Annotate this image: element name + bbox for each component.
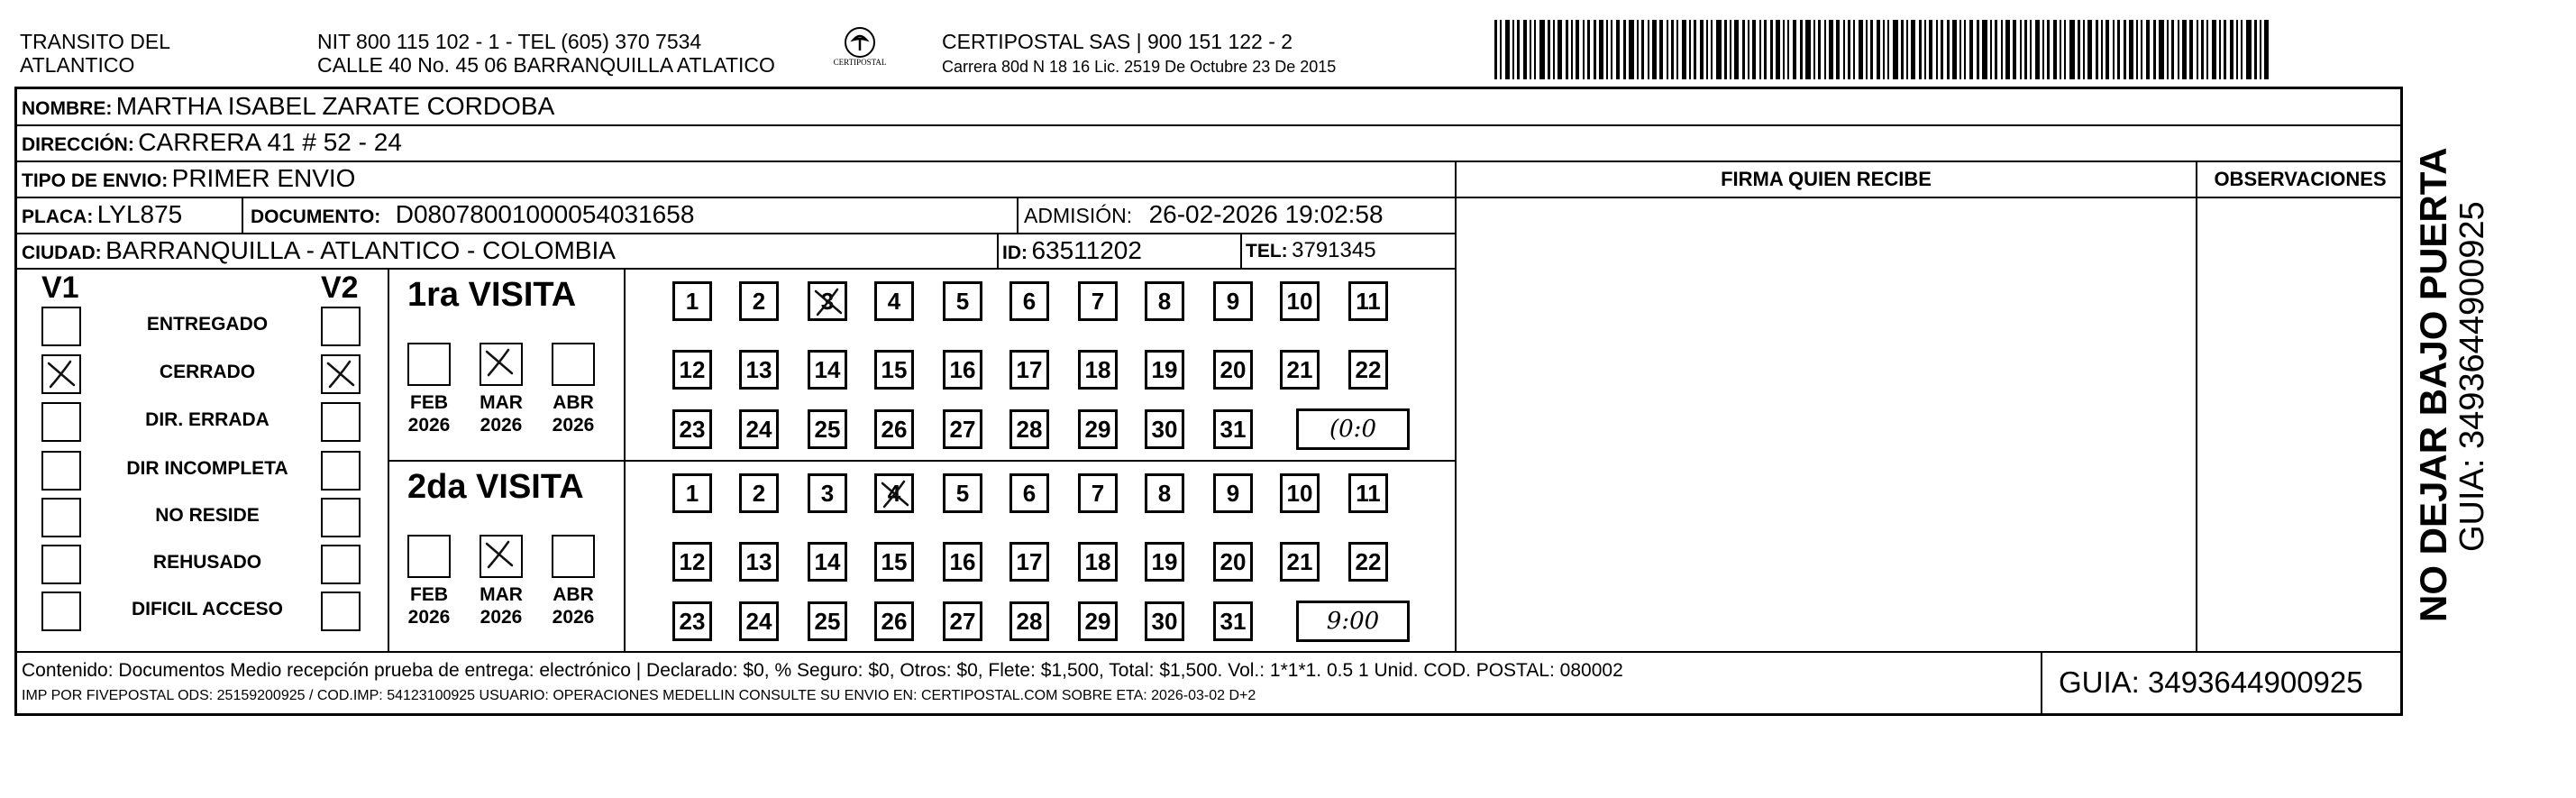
day-box[interactable]: 10 [1280,473,1320,513]
barcode-bar [1887,20,1889,79]
day-box[interactable]: 5 [943,281,982,321]
status-label: DIFICIL ACCESO [131,599,283,619]
status-v1-checkbox[interactable] [41,451,81,491]
barcode-bar [1530,20,1531,79]
day-box[interactable]: 27 [943,409,982,449]
day-box[interactable]: 26 [874,409,914,449]
imp-text: IMP POR FIVEPOSTAL ODS: 25159200925 / COD.IMP: 54123100925 USUARIO: OPERACIONES MEDELLIN CONSULTE SU ENVIO EN: CERTIPOSTAL.COM SOBRE ETA: 2026-03-02 D+2 [22,688,1256,703]
month-name: MAR [480,584,523,605]
day-box[interactable]: 15 [874,542,914,582]
month-label [397,583,461,628]
barcode-bar [2159,20,2164,79]
day-box[interactable]: 30 [1145,601,1184,641]
day-box[interactable]: 20 [1213,542,1253,582]
day-box[interactable]: 1 [672,281,712,321]
barcode-bar [1629,20,1634,79]
barcode-bar [2201,20,2204,79]
logo-text: CERTIPOSTAL [833,58,887,67]
sender-address: CALLE 40 No. 45 06 BARRANQUILLA ATLATICO [317,53,775,77]
documento-label: DOCUMENTO: [251,206,381,227]
month-checkbox[interactable] [552,343,595,386]
barcode-bar [1936,20,1938,79]
courier-license: Carrera 80d N 18 16 Lic. 2519 De Octubre 23 De 2015 [942,58,1337,76]
day-box[interactable]: 4 [874,473,914,513]
barcode-bar [1941,20,1943,79]
status-label: ENTREGADO [146,314,269,335]
barcode-bar [2030,20,2032,79]
barcode-bar [1843,20,1845,79]
barcode-bar [1793,20,1796,79]
day-box[interactable]: 9 [1213,281,1253,321]
barcode-bar [1990,20,1992,79]
barcode-bar [2136,20,2138,79]
barcode-bar [1759,20,1761,79]
barcode-bar [1566,20,1568,79]
status-v2-checkbox[interactable] [321,354,361,394]
barcode-bar [1553,20,1555,79]
sender-name-line1: TRANSITO DEL [20,30,170,53]
id-row [1002,234,1142,271]
logo-emblem-icon [845,27,875,58]
month-checkbox[interactable] [552,535,595,578]
day-box[interactable]: 8 [1145,473,1184,513]
barcode-bar [2224,20,2226,79]
barcode-bar [2254,20,2257,79]
barcode-bar [2189,20,2193,79]
day-box[interactable]: 18 [1078,542,1118,582]
barcode-bar [2167,20,2169,79]
barcode-bar [1752,20,1756,79]
barcode-bar [1870,20,1873,79]
month-name: FEB [410,392,448,413]
barcode-bar [1947,20,1950,79]
day-box[interactable]: 13 [739,350,779,390]
day-box[interactable]: 20 [1213,350,1253,390]
barcode-bar [2264,20,2269,79]
barcode-bar [2053,20,2057,79]
barcode-bar [1623,20,1626,79]
barcode-bar [1818,20,1821,79]
barcode-bar [1787,20,1789,79]
tipo-envio-row [22,162,355,199]
day-box[interactable]: 12 [672,350,712,390]
barcode-bar [1576,20,1579,79]
barcode-bar [1512,20,1514,79]
barcode-bar [1813,20,1815,79]
barcode-bar [2153,20,2156,79]
day-box[interactable]: 25 [808,601,847,641]
barcode-bar [1911,20,1915,79]
barcode-bar [2197,20,2198,79]
month-year: 2026 [407,607,451,628]
month-year: 2026 [480,415,523,436]
barcode-bar [1606,20,1608,79]
status-label: DIR INCOMPLETA [126,458,288,479]
barcode-bar [1730,20,1731,79]
barcode-bar [1969,20,1973,79]
observaciones-header: OBSERVACIONES [2214,168,2387,190]
contenido-text: Contenido: Documentos Medio recepción prueba de entrega: electrónico | Declarado: $0, % Seguro: $0, Otros: $0, Flete: $1,500, Total: $1,500. Vol.: 1*1*1. 0.5 1 Unid. COD. POSTAL: 080002 [22,660,1623,681]
day-box[interactable]: 15 [874,350,914,390]
status-label: CERRADO [159,362,256,382]
barcode-bar [2060,20,2061,79]
visit-title: 1ra VISITA [407,276,577,314]
status-v2-checkbox[interactable] [321,451,361,491]
day-box[interactable]: 1 [672,473,712,513]
barcode-bar [1848,20,1850,79]
day-box[interactable]: 23 [672,409,712,449]
month-label [470,583,533,628]
barcode-bar [1995,20,1997,79]
status-v1-checkbox[interactable] [41,354,81,394]
barcode-bar [1523,20,1527,79]
day-box[interactable]: 30 [1145,409,1184,449]
barcode-bar [1724,20,1727,79]
barcode-bar [1800,20,1803,79]
day-box[interactable]: 7 [1078,473,1118,513]
status-v1-checkbox[interactable] [41,402,81,442]
month-label [397,391,461,436]
barcode-bar [2035,20,2040,79]
courier-line: CERTIPOSTAL SAS | 900 151 122 - 2 [942,30,1293,53]
day-box[interactable]: 19 [1145,542,1184,582]
status-v2-checkbox[interactable] [321,498,361,537]
barcode-bar [1689,20,1691,79]
barcode-bar [1587,20,1590,79]
barcode-bar [1716,20,1722,79]
barcode-bar [1964,20,1966,79]
barcode-bar [2241,20,2243,79]
barcode-bar [2171,20,2174,79]
barcode-bar [2087,20,2092,79]
barcode-bar [1877,20,1880,79]
barcode-bar [1734,20,1739,79]
status-label: NO RESIDE [155,505,260,526]
status-v2-checkbox[interactable] [321,592,361,631]
day-box[interactable]: 29 [1078,409,1118,449]
barcode-bar [2206,20,2208,79]
documento-row [251,198,694,235]
month-year: 2026 [407,415,451,436]
month-label [470,391,533,436]
barcode-bar [2024,20,2027,79]
month-checkbox[interactable] [407,343,451,386]
month-year: 2026 [552,607,595,628]
nombre-label: NOMBRE: [22,98,113,119]
direccion-label: DIRECCIÓN: [22,134,134,155]
day-box[interactable]: 17 [1009,542,1049,582]
day-box[interactable]: 23 [672,601,712,641]
day-box[interactable]: 12 [672,542,712,582]
day-box[interactable]: 26 [874,601,914,641]
day-box[interactable]: 11 [1348,473,1388,513]
handwritten-time: (0:0 [1296,408,1410,450]
barcode-bar [1505,20,1510,79]
barcode-bar [1700,20,1704,79]
id-label: ID: [1002,243,1028,263]
barcode-bar [1901,20,1904,79]
barcode-bar [2182,20,2187,79]
barcode-bar [2178,20,2179,79]
id-value: 63511202 [1031,236,1142,264]
barcode-bar [1648,20,1649,79]
day-box[interactable]: 22 [1348,350,1388,390]
tel-label: TEL: [1246,241,1288,261]
day-box[interactable]: 6 [1009,473,1049,513]
month-year: 2026 [552,415,595,436]
day-box[interactable]: 10 [1280,281,1320,321]
barcode-bar [1534,20,1536,79]
barcode-bar [2001,20,2003,79]
barcode-bar [2230,20,2233,79]
barcode-bar [2117,20,2120,79]
barcode-bar [2124,20,2126,79]
tipo-envio-value: PRIMER ENVIO [171,164,356,192]
barcode-bar [1919,20,1922,79]
barcode-bar [1599,20,1603,79]
barcode-bar [1893,20,1898,79]
month-name: MAR [480,392,523,413]
month-checkbox[interactable] [480,535,523,578]
barcode-bar [1866,20,1868,79]
day-box[interactable]: 11 [1348,281,1388,321]
day-box[interactable]: 16 [943,542,982,582]
day-box[interactable]: 3 [808,281,847,321]
barcode-bar [2047,20,2050,79]
barcode-bar [2236,20,2238,79]
barcode-bar [2212,20,2216,79]
documento-value: D08078001000054031658 [395,200,695,228]
status-v1-checkbox[interactable] [41,498,81,537]
v2-label: V2 [321,271,359,305]
barcode-bar [1637,20,1639,79]
day-box[interactable]: 14 [808,542,847,582]
barcode-bar [1748,20,1749,79]
day-box[interactable]: 29 [1078,601,1118,641]
placa-row [22,198,182,235]
barcode-bar [2219,20,2221,79]
barcode [1494,20,2277,79]
day-box[interactable]: 25 [808,409,847,449]
barcode-bar [1594,20,1596,79]
certipostal-logo [831,27,889,67]
barcode-bar [2101,20,2103,79]
barcode-bar [1571,20,1573,79]
barcode-bar [2146,20,2150,79]
barcode-bar [1805,20,1811,79]
day-box[interactable]: 2 [739,281,779,321]
day-box[interactable]: 2 [739,473,779,513]
footer-guia: GUIA: 3493644900925 [2059,665,2363,699]
barcode-bar [1667,20,1668,79]
day-box[interactable]: 21 [1280,542,1320,582]
firma-header: FIRMA QUIEN RECIBE [1721,168,1932,190]
visit-title: 2da VISITA [407,468,584,506]
barcode-bar [2078,20,2080,79]
placa-label: PLACA: [22,206,94,227]
barcode-bar [2069,20,2075,79]
day-box[interactable]: 6 [1009,281,1049,321]
barcode-bar [1682,20,1686,79]
barcode-bar [1883,20,1885,79]
month-checkbox[interactable] [480,343,523,386]
barcode-bar [1824,20,1826,79]
day-box[interactable]: 18 [1078,350,1118,390]
day-box[interactable]: 31 [1213,409,1253,449]
barcode-bar [1694,20,1696,79]
day-box[interactable]: 31 [1213,601,1253,641]
day-box[interactable]: 8 [1145,281,1184,321]
barcode-bar [2113,20,2115,79]
nombre-value: MARTHA ISABEL ZARATE CORDOBA [115,92,555,120]
status-v2-checkbox[interactable] [321,307,361,346]
status-label: DIR. ERRADA [145,409,269,430]
barcode-bar [1641,20,1644,79]
barcode-bar [1706,20,1708,79]
barcode-bar [1611,20,1612,79]
month-label [542,583,605,628]
day-box[interactable]: 21 [1280,350,1320,390]
status-v1-checkbox[interactable] [41,592,81,631]
barcode-bar [1924,20,1926,79]
barcode-bar [1853,20,1855,79]
day-box[interactable]: 9 [1213,473,1253,513]
barcode-bar [1500,20,1502,79]
barcode-bar [2096,20,2098,79]
barcode-bar [2042,20,2044,79]
day-box[interactable]: 27 [943,601,982,641]
barcode-bar [2106,20,2109,79]
barcode-bar [2129,20,2133,79]
month-label [542,391,605,436]
barcode-bar [1783,20,1785,79]
barcode-bar [1676,20,1678,79]
ciudad-label: CIUDAD: [22,243,102,263]
barcode-bar [1583,20,1585,79]
barcode-bar [1557,20,1562,79]
barcode-bar [2260,20,2261,79]
day-box[interactable]: 4 [874,281,914,321]
month-checkbox[interactable] [407,535,451,578]
tipo-envio-label: TIPO DE ENVIO: [22,170,169,191]
barcode-bar [2005,20,2010,79]
side-guia: GUIA: 3493644900925 [2453,201,2491,552]
admision-value: 26-02-2026 19:02:58 [1148,200,1384,228]
barcode-bar [1764,20,1767,79]
tel-value: 3791345 [1292,238,1376,262]
month-name: ABR [553,392,594,413]
barcode-bar [1770,20,1773,79]
barcode-bar [1959,20,1961,79]
barcode-bar [1517,20,1520,79]
month-name: ABR [553,584,594,605]
status-v1-checkbox[interactable] [41,545,81,584]
tel-row [1246,234,1376,270]
day-box[interactable]: 22 [1348,542,1388,582]
month-year: 2026 [480,607,523,628]
barcode-bar [1652,20,1657,79]
barcode-bar [1952,20,1957,79]
status-label: REHUSADO [152,552,262,573]
barcode-bar [2083,20,2085,79]
status-v1-checkbox[interactable] [41,307,81,346]
day-box[interactable]: 24 [739,601,779,641]
barcode-bar [1539,20,1545,79]
month-name: FEB [410,584,448,605]
day-box[interactable]: 28 [1009,601,1049,641]
ciudad-value: BARRANQUILLA - ATLANTICO - COLOMBIA [105,236,616,264]
direccion-value: CARRERA 41 # 52 - 24 [138,128,402,156]
barcode-bar [1982,20,1987,79]
v1-label: V1 [41,271,79,305]
barcode-bar [1859,20,1863,79]
barcode-bar [1977,20,1979,79]
barcode-bar [1711,20,1713,79]
day-box[interactable]: 28 [1009,409,1049,449]
barcode-bar [1906,20,1908,79]
nombre-row [22,90,554,127]
barcode-bar [1836,20,1840,79]
status-v2-checkbox[interactable] [321,545,361,584]
barcode-bar [2064,20,2066,79]
barcode-bar [1494,20,1497,79]
admision-label: ADMISIÓN: [1024,204,1133,227]
barcode-bar [1548,20,1550,79]
sender-nit: NIT 800 115 102 - 1 - TEL (605) 370 7534 [317,30,702,53]
barcode-bar [1829,20,1833,79]
barcode-bar [1929,20,1932,79]
barcode-bar [1742,20,1745,79]
day-box[interactable]: 13 [739,542,779,582]
ciudad-row [22,234,616,271]
day-box[interactable]: 24 [739,409,779,449]
day-box[interactable]: 3 [808,473,847,513]
barcode-bar [1776,20,1780,79]
barcode-bar [2246,20,2252,79]
status-v2-checkbox[interactable] [321,402,361,442]
day-box[interactable]: 19 [1145,350,1184,390]
day-box[interactable]: 16 [943,350,982,390]
day-box[interactable]: 14 [808,350,847,390]
barcode-bar [1616,20,1620,79]
sender-name-line2: ATLANTICO [20,53,135,77]
day-box[interactable]: 5 [943,473,982,513]
placa-value: LYL875 [96,200,183,228]
barcode-bar [2013,20,2016,79]
admision-row [1024,198,1384,235]
barcode-bar [1671,20,1674,79]
barcode-bar [2020,20,2022,79]
handwritten-time: 9:00 [1296,601,1410,642]
barcode-bar [1659,20,1663,79]
barcode-bar [2141,20,2142,79]
day-box[interactable]: 7 [1078,281,1118,321]
direccion-row [22,126,402,163]
side-warning: NO DEJAR BAJO PUERTA [2412,147,2454,622]
day-box[interactable]: 17 [1009,350,1049,390]
